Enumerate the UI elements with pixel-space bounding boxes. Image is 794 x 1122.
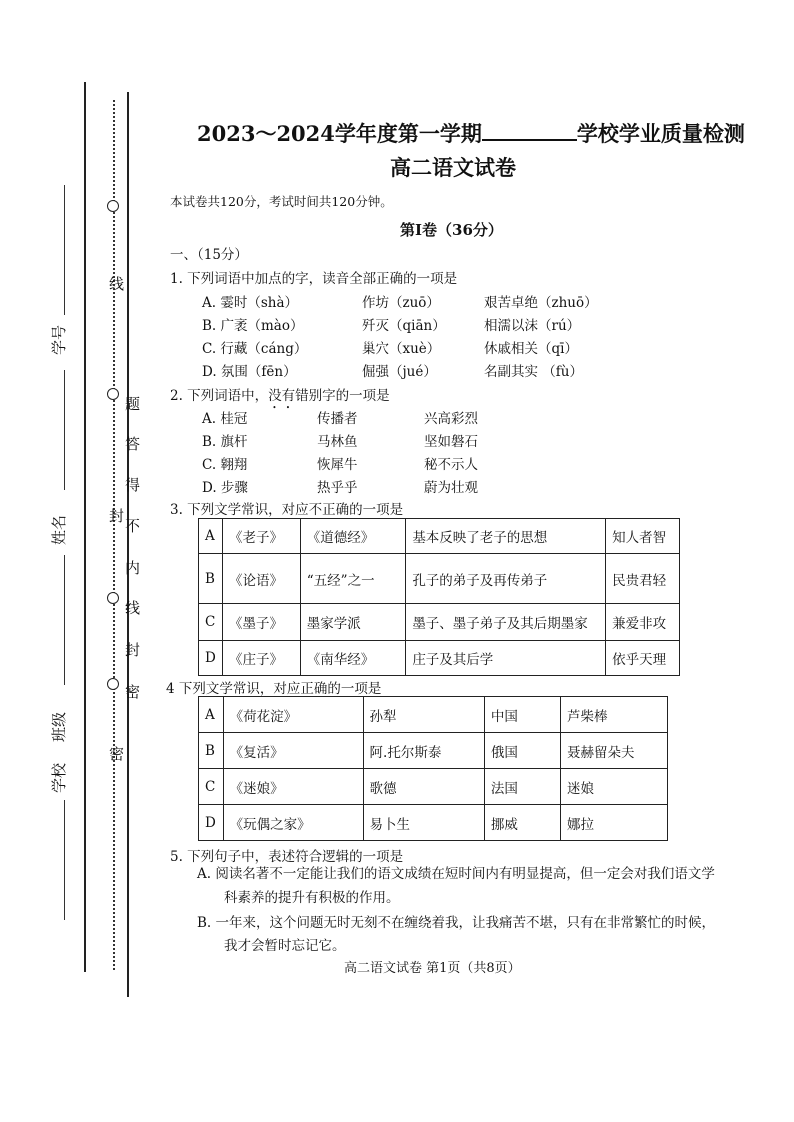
- q3-cell-idea: 知人者智: [606, 519, 680, 554]
- q3-cell-idea: 兼爱非攻: [606, 604, 680, 641]
- name-label: 姓名: [50, 514, 68, 545]
- q4-cell-character: 聂赫留朵夫: [561, 733, 668, 769]
- q1-stem: 1. 下列词语中加点的字，读音全部正确的一项是: [170, 271, 458, 287]
- q1-option-d-word3: 名副其实 （fù）: [484, 364, 583, 380]
- q2-option-a[interactable]: A. 桂冠: [202, 411, 248, 427]
- q5-option-b-cont: 我才会暂时忘记它。: [224, 938, 346, 954]
- q4-cell-author: 孙犁: [363, 697, 484, 733]
- exam-info: 本试卷共120分，考试时间共120分钟。: [170, 194, 393, 209]
- seal-char-xian: 线: [107, 276, 125, 293]
- q4-cell-country: 中国: [484, 697, 560, 733]
- q5-option-a[interactable]: A. 阅读名著不一定能让我们的语文成绩在短时间内有明显提高，但一定会对我们语文学: [197, 866, 715, 882]
- q1-option-a-word3: 艰苦卓绝（zhuō）: [484, 295, 598, 311]
- q2-option-b-word2: 马林鱼: [317, 434, 358, 450]
- q3-cell-work: 《论语》: [222, 554, 300, 604]
- student-id-label: 学号: [50, 324, 68, 355]
- q4-cell-country: 俄国: [484, 733, 560, 769]
- exam-subtitle: 高二语文试卷: [390, 155, 516, 180]
- table-row[interactable]: [199, 805, 668, 841]
- q3-cell-alias: 《南华经》: [300, 641, 406, 676]
- q1-option-c-word3: 休戚相关（qī）: [484, 341, 578, 357]
- q1-option-a-word2: 作坊（zuō）: [362, 295, 440, 311]
- q3-stem: 3. 下列文学常识，对应不正确的一项是: [170, 502, 404, 518]
- q3-cell-author: 孔子的弟子及再传弟子: [406, 554, 606, 604]
- q3-cell-work: 《老子》: [222, 519, 300, 554]
- q1-option-a[interactable]: A. 霎时（shà）: [202, 295, 299, 311]
- table-row[interactable]: [199, 697, 668, 733]
- q4-cell-work: 《荷花淀》: [223, 697, 363, 733]
- q3-cell-option[interactable]: A: [199, 519, 223, 554]
- notice-char: 不: [123, 518, 141, 535]
- q3-cell-option[interactable]: D: [199, 641, 223, 676]
- q3-cell-work: 《庄子》: [222, 641, 300, 676]
- seal-char-mi: 密: [107, 746, 125, 763]
- q4-cell-work: 《复活》: [223, 733, 363, 769]
- notice-char: 内: [123, 560, 141, 577]
- table-row[interactable]: [199, 604, 680, 641]
- q4-cell-character: 迷娘: [561, 769, 668, 805]
- seal-circle: [107, 388, 119, 400]
- outer-binding-line: [84, 82, 86, 972]
- q4-cell-option[interactable]: B: [199, 733, 224, 769]
- notice-char: 密: [123, 684, 141, 701]
- q3-cell-idea: 依乎天理: [606, 641, 680, 676]
- q4-cell-character: 芦柴棒: [561, 697, 668, 733]
- exam-title-part1: 2023～2024学年度第一学期: [197, 121, 482, 146]
- q3-cell-alias: “五经”之一: [300, 554, 406, 604]
- q4-table: [198, 696, 668, 841]
- part1-title: 第Ⅰ卷（36分）: [400, 221, 503, 239]
- q4-cell-author: 易卜生: [363, 805, 484, 841]
- q3-cell-option[interactable]: B: [199, 554, 223, 604]
- q2-option-c-word3: 秘不示人: [424, 457, 478, 473]
- q2-option-d-word2: 热乎乎: [317, 480, 358, 496]
- name-line[interactable]: [64, 555, 65, 685]
- q4-cell-work: 《玩偶之家》: [223, 805, 363, 841]
- table-row[interactable]: [199, 519, 680, 554]
- q4-cell-option[interactable]: C: [199, 769, 224, 805]
- q5-option-b[interactable]: B. 一年来，这个问题无时无刻不在缠绕着我，让我痛苦不堪，只有在非常繁忙的时候，: [197, 915, 716, 931]
- q2-option-c[interactable]: C. 翱翔: [202, 457, 248, 473]
- q4-cell-character: 娜拉: [561, 805, 668, 841]
- table-row[interactable]: [199, 769, 668, 805]
- notice-char: 答: [123, 436, 141, 453]
- exam-title: [197, 118, 745, 148]
- q4-stem: 4 下列文学常识，对应正确的一项是: [166, 681, 382, 697]
- table-row[interactable]: [199, 641, 680, 676]
- inner-binding-line: [127, 92, 129, 997]
- q1-option-b-word3: 相濡以沫（rú）: [484, 318, 581, 334]
- notice-char: 得: [123, 477, 141, 494]
- section-heading: 一、（15分）: [170, 247, 248, 263]
- q3-cell-author: 庄子及其后学: [406, 641, 606, 676]
- q2-stem-emphasis: 没有: [268, 388, 296, 404]
- q2-option-a-word2: 传播者: [317, 411, 358, 427]
- q3-cell-author: 基本反映了老子的思想: [406, 519, 606, 554]
- q3-cell-option[interactable]: C: [199, 604, 223, 641]
- q4-cell-option[interactable]: D: [199, 805, 224, 841]
- table-row[interactable]: [199, 554, 680, 604]
- exam-title-part2: 学校学业质量检测: [576, 121, 745, 146]
- q1-option-b[interactable]: B. 广袤（mào）: [202, 318, 304, 334]
- q1-option-b-word2: 歼灭（qiān）: [362, 318, 446, 334]
- q1-option-c[interactable]: C. 行藏（cáng）: [202, 341, 308, 357]
- q1-option-c-word2: 巢穴（xuè）: [362, 341, 441, 357]
- q1-option-d-word2: 倔强（jué）: [362, 364, 437, 380]
- q1-option-d[interactable]: D. 氛围（fēn）: [202, 364, 297, 380]
- q4-cell-author: 歌德: [363, 769, 484, 805]
- q4-cell-option[interactable]: A: [199, 697, 224, 733]
- student-id-line-lower[interactable]: [64, 370, 65, 490]
- q2-stem-part2: 错别字的一项是: [295, 388, 390, 404]
- q2-stem-part1: 2. 下列词语中，: [170, 388, 269, 404]
- q2-option-c-word2: 恢犀牛: [317, 457, 358, 473]
- q4-cell-author: 阿.托尔斯泰: [363, 733, 484, 769]
- q2-option-b-word3: 坚如磐石: [424, 434, 478, 450]
- seal-circle: [107, 200, 119, 212]
- notice-char: 封: [123, 642, 141, 659]
- seal-circle: [107, 678, 119, 690]
- q4-cell-work: 《迷娘》: [223, 769, 363, 805]
- q5-stem: 5. 下列句子中，表述符合逻辑的一项是: [170, 849, 404, 865]
- school-name-blank[interactable]: [482, 121, 577, 141]
- q3-cell-alias: 《道德经》: [300, 519, 406, 554]
- seal-char-feng: 封: [107, 508, 125, 525]
- q2-option-b[interactable]: B. 旗杆: [202, 434, 248, 450]
- q3-cell-alias: 墨家学派: [300, 604, 406, 641]
- class-label: 班级: [50, 711, 68, 742]
- notice-char: 题: [123, 396, 141, 413]
- q3-table: [198, 518, 680, 676]
- q2-option-d[interactable]: D. 步骤: [202, 480, 248, 496]
- table-row[interactable]: [199, 733, 668, 769]
- q3-cell-idea: 民贵君轻: [606, 554, 680, 604]
- q2-option-d-word3: 蔚为壮观: [424, 480, 478, 496]
- seal-circle: [107, 592, 119, 604]
- seal-dotted-line: [113, 100, 115, 970]
- school-line[interactable]: [64, 800, 65, 920]
- q2-option-a-word3: 兴高彩烈: [424, 411, 478, 427]
- school-label: 学校: [50, 762, 68, 793]
- q4-cell-country: 挪威: [484, 805, 560, 841]
- q5-option-a-cont: 科素养的提升有积极的作用。: [224, 890, 400, 906]
- q4-cell-country: 法国: [484, 769, 560, 805]
- student-id-line[interactable]: [64, 185, 65, 315]
- q3-cell-work: 《墨子》: [222, 604, 300, 641]
- q3-cell-author: 墨子、墨子弟子及其后期墨家: [406, 604, 606, 641]
- notice-char: 线: [123, 600, 141, 617]
- page-footer: 高二语文试卷 第1页（共8页）: [344, 961, 521, 976]
